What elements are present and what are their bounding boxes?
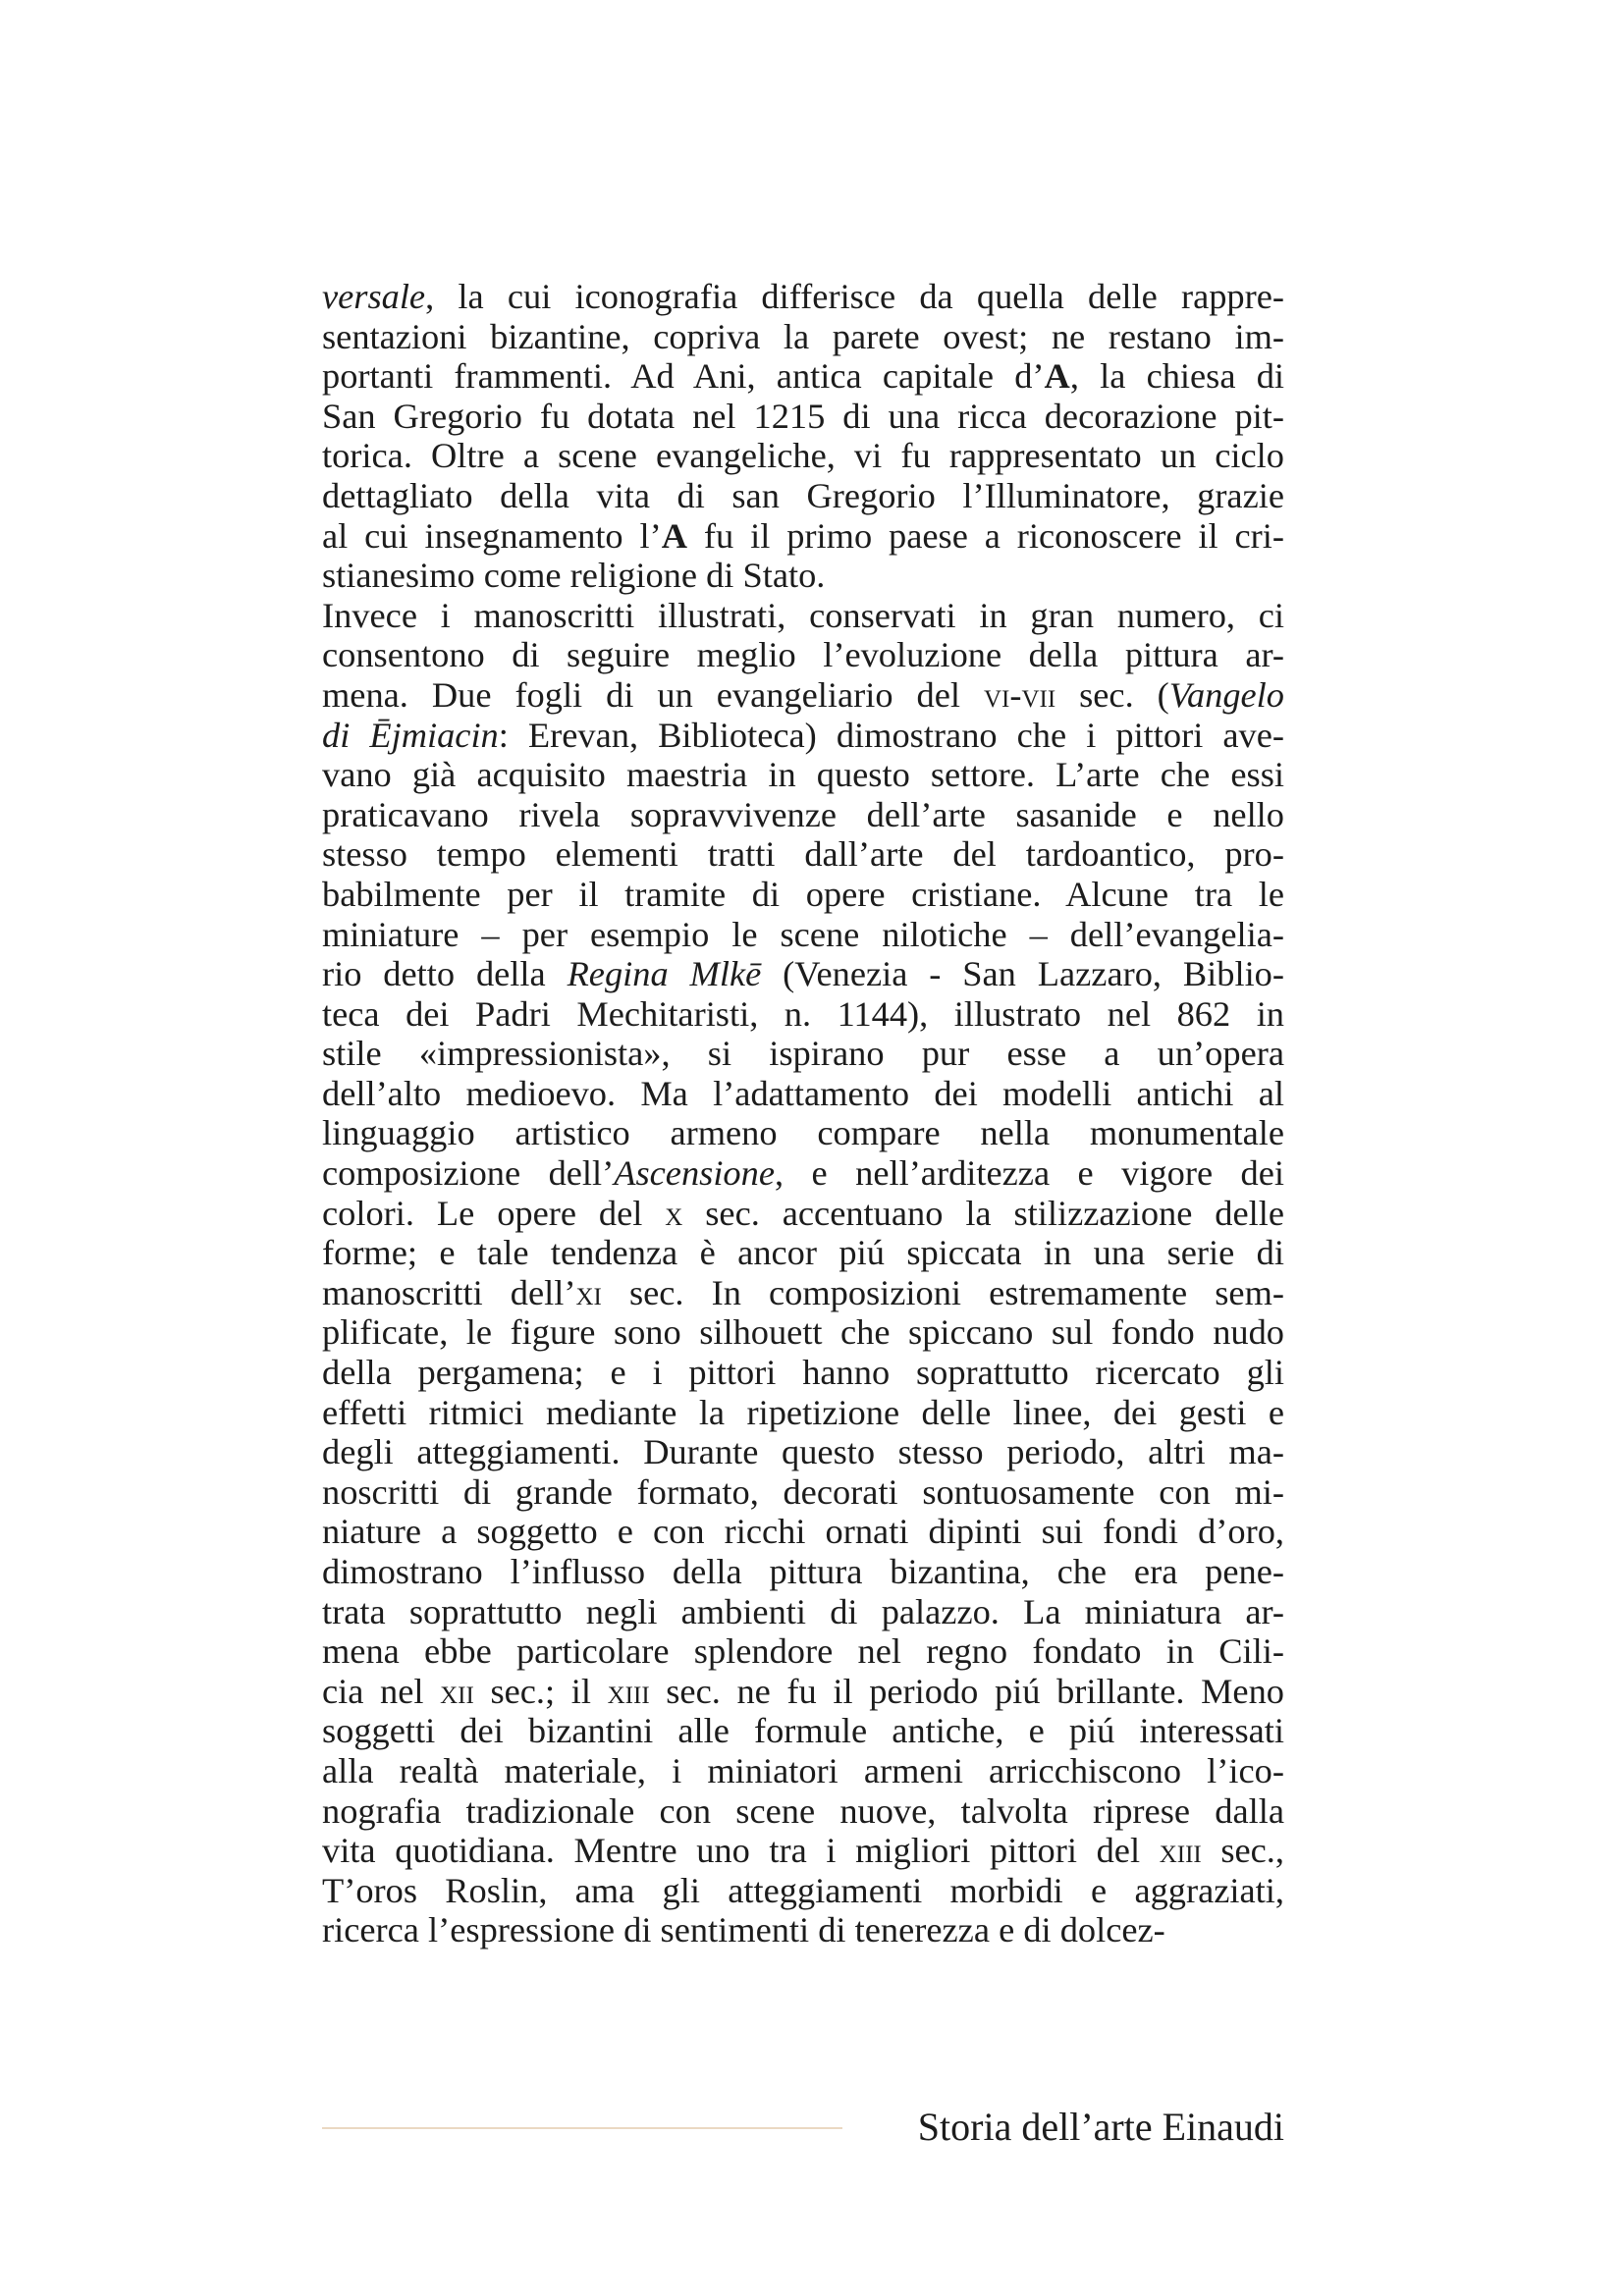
text-line: torica. Oltre a scene evangeliche, vi fu rappresentato un ciclo <box>322 436 1284 476</box>
century-numeral: xiii <box>1159 1831 1202 1871</box>
century-numeral: xiii <box>607 1671 650 1711</box>
year: 1215 <box>753 396 826 436</box>
text-line: plificate, le figure sono silhouett che spiccano sul fondo nudo <box>322 1312 1284 1353</box>
text-line: vita quotidiana. Mentre uno tra i migliori pittori del xiii sec., <box>322 1831 1284 1871</box>
footer-rule <box>322 2127 842 2129</box>
italic-title: Regina Mlkē <box>567 954 762 994</box>
text-line: composizione dell’Ascensione, e nell’arditezza e vigore dei <box>322 1153 1285 1194</box>
text-line: mena. Due fogli di un evangeliario del vi-vii sec. (Vangelo <box>322 674 1284 715</box>
text-line: dettagliato della vita di san Gregorio l’Illuminatore, grazie <box>322 475 1284 515</box>
text-line: versale, la cui iconografia differisce da quella delle rappre- <box>322 277 1284 316</box>
text-line: babilmente per il tramite di opere cristiane. Alcune tra le <box>322 874 1284 914</box>
text-line: vano già acquisito maestria in questo settore. L’arte che essi <box>322 755 1284 795</box>
text-line: T’oros Roslin, ama gli atteggiamenti morbidi e aggraziati, <box>322 1870 1284 1910</box>
text-line: di Ējmiacin: Erevan, Biblioteca) dimostrano che i pittori ave- <box>322 715 1284 755</box>
bold-abbrev: A <box>661 515 688 556</box>
text-line: degli atteggiamenti. Durante questo stesso periodo, altri ma- <box>322 1432 1284 1472</box>
text-line: al cui insegnamento l’A fu il primo paese a riconoscere il cri- <box>322 515 1284 556</box>
text-line: manoscritti dell’xi sec. In composizioni estremamente sem- <box>322 1272 1284 1312</box>
century-numeral: xii <box>440 1671 474 1711</box>
text-line: mena ebbe particolare splendore nel regno fondato in Cili- <box>322 1631 1284 1672</box>
text-line: stianesimo come religione di Stato. <box>322 556 826 596</box>
bold-abbrev: A <box>1044 356 1070 397</box>
text-line: forme; e tale tendenza è ancor piú spiccata in una serie di <box>322 1233 1284 1273</box>
text-line: ricerca l’espressione di sentimenti di tenerezza e di dolcez- <box>322 1910 1165 1950</box>
text-line: colori. Le opere del x sec. accentuano la stilizzazione delle <box>322 1193 1284 1233</box>
year: 862 <box>1176 993 1231 1034</box>
century-numeral: x <box>665 1193 683 1233</box>
text-line: cia nel xii sec.; il xiii sec. ne fu il periodo piú brillante. Meno <box>322 1671 1284 1711</box>
text-line: della pergamena; e i pittori hanno soprattutto ricercato gli <box>322 1353 1284 1393</box>
text-line: stile «impressionista», si ispirano pur esse a un’opera <box>322 1034 1284 1074</box>
text-line: nografia tradizionale con scene nuove, talvolta riprese dalla <box>322 1790 1284 1831</box>
text-line: stesso tempo elementi tratti dall’arte del tardoantico, pro- <box>322 834 1284 875</box>
text-line: soggetti dei bizantini alle formule antiche, e piú interessati <box>322 1711 1284 1751</box>
text-line: miniature – per esempio le scene nilotiche – dell’evangelia- <box>322 914 1284 954</box>
page-body <box>322 277 1284 1950</box>
text-line: trata soprattutto negli ambienti di palazzo. La miniatura ar- <box>322 1591 1284 1631</box>
italic-title: Ascensione <box>614 1153 775 1194</box>
text-line: linguaggio artistico armeno compare nella monumentale <box>322 1113 1284 1153</box>
italic-title: Vangelo <box>1168 674 1284 715</box>
footer-title: Storia dell’arte Einaudi <box>917 2105 1284 2149</box>
text-line: rio detto della Regina Mlkē (Venezia - San Lazzaro, Biblio- <box>322 954 1284 994</box>
text-line: consentono di seguire meglio l’evoluzione della pittura ar- <box>322 635 1284 675</box>
text-line: San Gregorio fu dotata nel 1215 di una ricca decorazione pit- <box>322 396 1284 436</box>
paragraph-manuscripts <box>322 596 1284 1950</box>
text-line: sentazioni bizantine, copriva la parete ovest; ne restano im- <box>322 316 1284 356</box>
text-line: dell’alto medioevo. Ma l’adattamento dei modelli antichi al <box>322 1073 1284 1113</box>
text-line: praticavano rivela sopravvivenze dell’arte sasanide e nello <box>322 794 1284 834</box>
text-line: Invece i manoscritti illustrati, conservati in gran numero, ci <box>322 595 1284 635</box>
text-line: alla realtà materiale, i miniatori armeni arricchiscono l’ico- <box>322 1750 1284 1790</box>
text-line: teca dei Padri Mechitaristi, n. 1144), illustrato nel 862 in <box>322 993 1284 1034</box>
italic-title: di Ējmiacin <box>322 715 499 755</box>
italic-term: versale <box>322 277 426 316</box>
text-line: effetti ritmici mediante la ripetizione delle linee, dei gesti e <box>322 1392 1284 1432</box>
century-numeral: xi <box>575 1272 602 1312</box>
text-line: niature a soggetto e con ricchi ornati dipinti sui fondi d’oro, <box>322 1512 1284 1552</box>
text-line: noscritti di grande formato, decorati sontuosamente con mi- <box>322 1471 1284 1512</box>
page-footer <box>322 2095 1284 2154</box>
text-line: dimostrano l’influsso della pittura bizantina, che era pene- <box>322 1552 1284 1591</box>
paragraph-continuation <box>322 277 1284 596</box>
century-numeral: vi-vii <box>983 674 1056 715</box>
text-line: portanti frammenti. Ad Ani, antica capitale d’A, la chiesa di <box>322 356 1285 397</box>
